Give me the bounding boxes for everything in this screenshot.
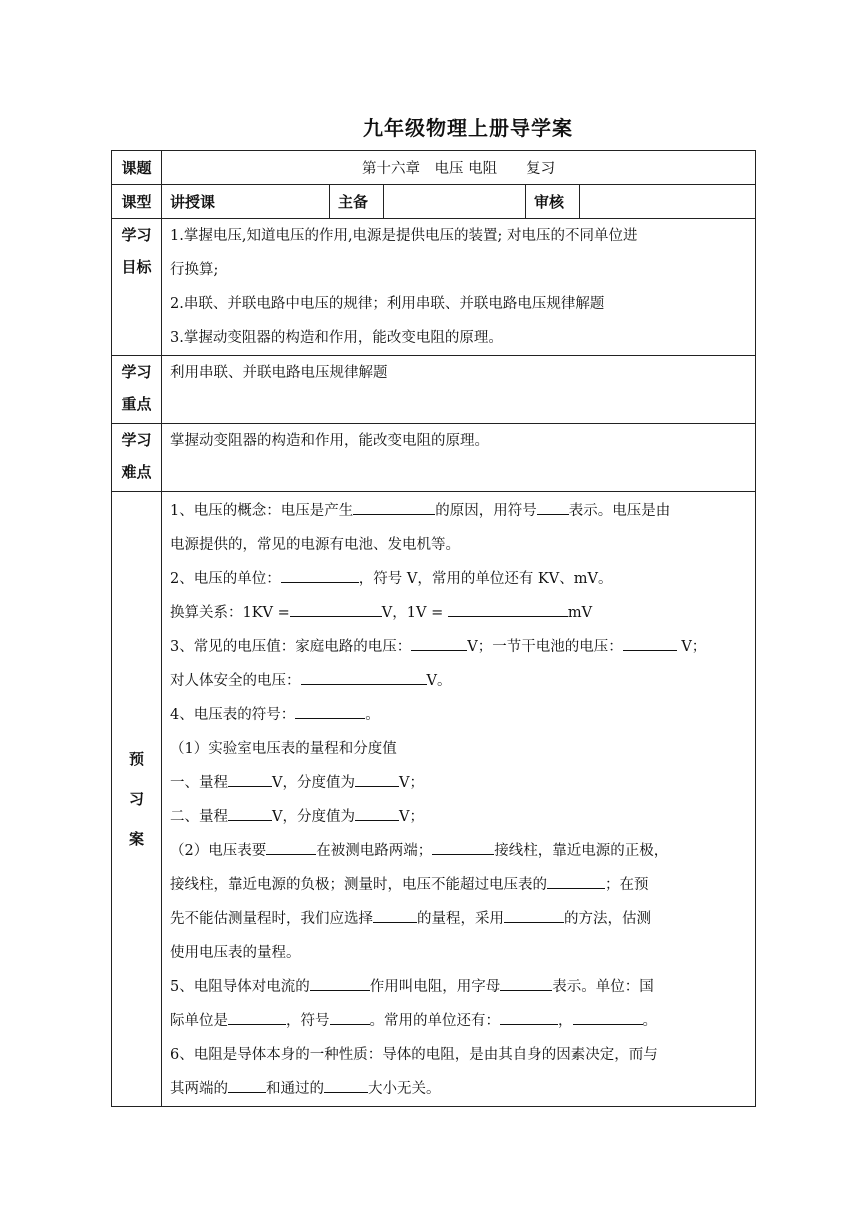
page-title: 九年级物理上册导学案 [363, 116, 573, 140]
text: 的方法，估测 [564, 911, 651, 927]
focus-content [162, 356, 756, 424]
text: 5、电阻导体对电流的 [170, 979, 310, 995]
goal-line: 行换算; [170, 262, 219, 278]
difficulty-row [112, 424, 756, 492]
preview-line [162, 630, 755, 664]
review-label: 审核 [526, 185, 580, 219]
answer-blank[interactable] [373, 906, 417, 923]
preview-label-char: 案 [128, 830, 144, 848]
answer-blank[interactable] [504, 906, 564, 923]
answer-blank[interactable] [266, 838, 316, 855]
preview-label-stack [112, 739, 161, 859]
text: 大小无关。 [368, 1081, 441, 1097]
difficulty-label-b: 难点 [121, 463, 152, 481]
answer-blank[interactable] [330, 1008, 370, 1025]
text: 4、电压表的符号： [170, 707, 296, 723]
text: V；一节干电池的电压： [467, 639, 623, 655]
text: V； [398, 775, 424, 791]
text: 作用叫电阻，用字母 [369, 979, 501, 995]
preview-line [162, 1072, 755, 1106]
difficulty-label-a: 学习 [121, 431, 152, 449]
study-guide-table [111, 150, 756, 1107]
preview-line: 电源提供的，常见的电源有电池、发电机等。 [170, 537, 460, 553]
answer-blank[interactable] [573, 1008, 643, 1025]
text: 在被测电路两端； [316, 843, 433, 859]
answer-blank[interactable] [228, 1008, 286, 1025]
answer-blank[interactable] [295, 702, 365, 719]
text: V。 [426, 673, 452, 689]
answer-blank[interactable] [623, 634, 677, 651]
text: 的原因，用符号 [435, 503, 537, 519]
goal-line: 2.串联、并联电路中电压的规律；利用串联、并联电路电压规律解题 [170, 296, 605, 312]
focus-label-b: 重点 [121, 395, 152, 413]
type-label: 课型 [112, 185, 162, 219]
preview-line [162, 766, 755, 800]
preview-line [162, 664, 755, 698]
text: 。 [642, 1013, 657, 1029]
preview-label-char: 预 [128, 750, 144, 768]
text: V； [398, 809, 424, 825]
goals-content [162, 219, 756, 356]
preview-line [162, 970, 755, 1004]
text: 1、电压的概念：电压是产生 [170, 503, 354, 519]
goal-line: 3.掌握动变阻器的构造和作用，能改变电阻的原理。 [170, 330, 503, 346]
preview-line [162, 596, 755, 630]
preview-line [162, 698, 755, 732]
text: 3、常见的电压值：家庭电路的电压： [170, 639, 412, 655]
text: ，符号 V，常用的单位还有 KV、mV。 [358, 571, 613, 587]
text: 换算关系：1KV = [170, 605, 290, 621]
text: 其两端的 [170, 1081, 228, 1097]
text: 2、电压的单位： [170, 571, 281, 587]
answer-blank[interactable] [355, 770, 399, 787]
preview-row [112, 492, 756, 1107]
answer-blank[interactable] [228, 1076, 266, 1093]
text: mV [567, 605, 593, 621]
goals-label [112, 219, 162, 356]
host-value [384, 185, 526, 219]
text: 二、量程 [170, 809, 228, 825]
review-value [580, 185, 756, 219]
answer-blank[interactable] [500, 1008, 558, 1025]
preview-line: 使用电压表的量程。 [170, 945, 301, 961]
text: 先不能估测量程时，我们应选择 [170, 911, 373, 927]
text: 接线柱，靠近电源的正极， [494, 843, 669, 859]
text: 接线柱，靠近电源的负极；测量时，电压不能超过电压表的 [170, 877, 547, 893]
text: 一、量程 [170, 775, 228, 791]
answer-blank[interactable] [432, 838, 494, 855]
answer-blank[interactable] [228, 770, 272, 787]
focus-text: 利用串联、并联电路电压规律解题 [170, 365, 388, 381]
preview-line [162, 494, 755, 528]
preview-label-char: 习 [128, 790, 144, 808]
text: 的量程，采用 [417, 911, 504, 927]
text: V，1V = [381, 605, 448, 621]
text: 表示。电压是由 [568, 503, 671, 519]
answer-blank[interactable] [324, 1076, 368, 1093]
preview-line [162, 800, 755, 834]
answer-blank[interactable] [411, 634, 467, 651]
answer-blank[interactable] [281, 566, 359, 583]
type-row [112, 185, 756, 219]
preview-content [162, 492, 756, 1107]
topic-label: 课题 [112, 151, 162, 185]
text: 。常用的单位还有： [369, 1013, 500, 1029]
text: ，符号 [286, 1013, 330, 1029]
text: V，分度值为 [272, 775, 355, 791]
answer-blank[interactable] [228, 804, 272, 821]
preview-line [162, 562, 755, 596]
answer-blank[interactable] [290, 600, 382, 617]
preview-line [162, 902, 755, 936]
focus-label-a: 学习 [121, 363, 152, 381]
answer-blank[interactable] [301, 668, 427, 685]
text: 表示。单位：国 [552, 979, 654, 995]
text: V，分度值为 [272, 809, 355, 825]
preview-line [162, 868, 755, 902]
answer-blank[interactable] [537, 498, 569, 515]
focus-row [112, 356, 756, 424]
answer-blank[interactable] [310, 974, 370, 991]
text: 。 [365, 707, 380, 723]
goals-label-b: 目标 [121, 258, 152, 276]
preview-line [162, 1004, 755, 1038]
text: 对人体安全的电压： [170, 673, 301, 689]
answer-blank[interactable] [355, 804, 399, 821]
answer-blank[interactable] [500, 974, 552, 991]
preview-line: （1）实验室电压表的量程和分度值 [170, 741, 397, 757]
preview-line: 6、电阻是导体本身的一种性质：导体的电阻，是由其自身的因素决定，而与 [170, 1047, 658, 1063]
text: V； [676, 639, 707, 655]
preview-label [112, 492, 162, 1107]
goals-row [112, 219, 756, 356]
preview-line [162, 834, 755, 868]
text: ；在预 [605, 877, 649, 893]
text: ， [558, 1013, 573, 1029]
text: 际单位是 [170, 1013, 228, 1029]
topic-row [112, 151, 756, 185]
goals-label-a: 学习 [121, 226, 152, 244]
type-value: 讲授课 [162, 185, 330, 219]
answer-blank[interactable] [353, 498, 435, 515]
topic-value: 第十六章 电压 电阻 复习 [162, 151, 756, 185]
text: （2）电压表要 [170, 843, 267, 859]
difficulty-text: 掌握动变阻器的构造和作用，能改变电阻的原理。 [170, 433, 489, 449]
goal-line: 1.掌握电压,知道电压的作用,电源是提供电压的装置; 对电压的不同单位进 [170, 228, 638, 244]
answer-blank[interactable] [448, 600, 568, 617]
focus-label [112, 356, 162, 424]
difficulty-label [112, 424, 162, 492]
host-label: 主备 [330, 185, 384, 219]
text: 和通过的 [266, 1081, 324, 1097]
difficulty-content [162, 424, 756, 492]
answer-blank[interactable] [547, 872, 605, 889]
